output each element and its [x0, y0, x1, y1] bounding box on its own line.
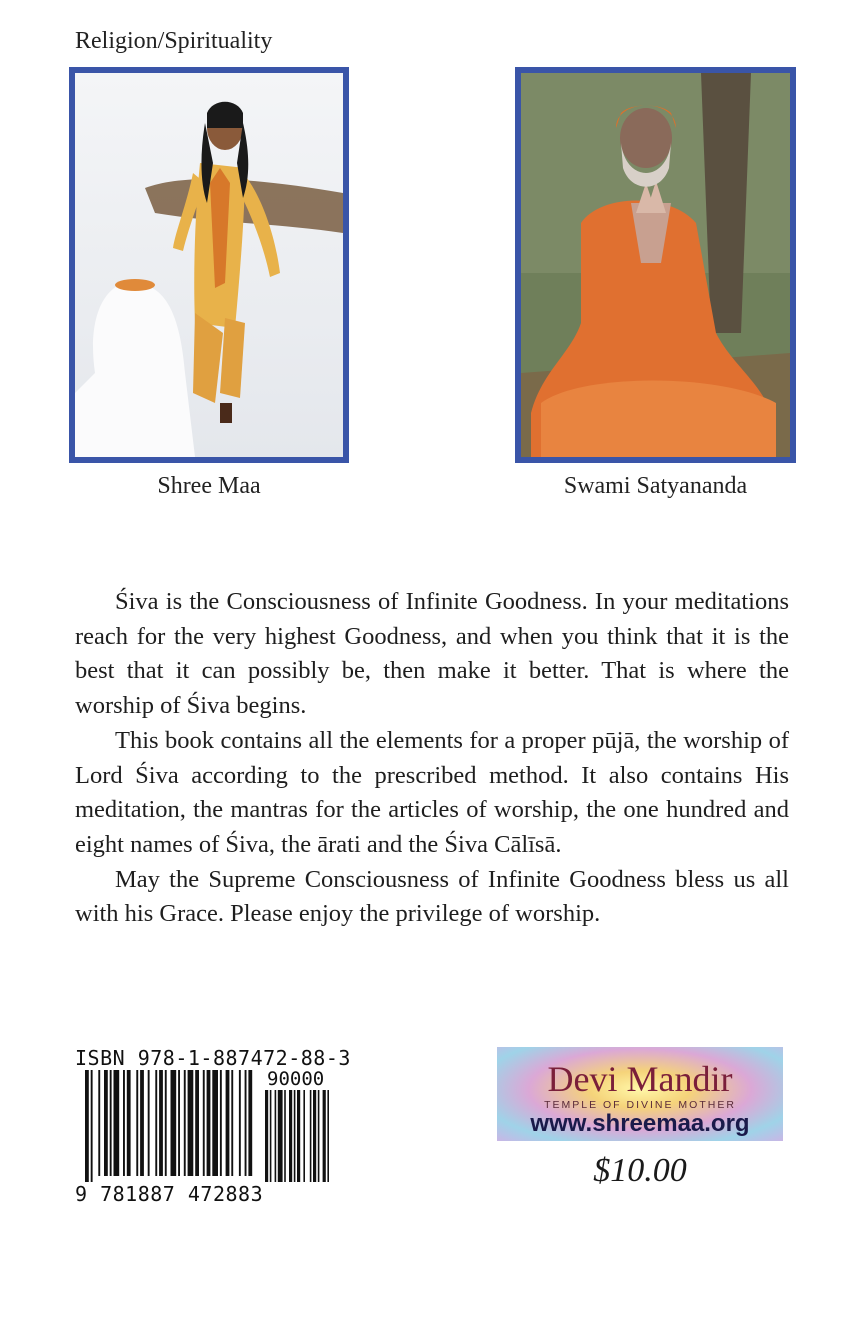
barcode-digits: 9 781887 472883 [75, 1182, 264, 1206]
photo-swami-satyananda [515, 67, 796, 463]
blurb-paragraph-3: May the Supreme Consciousness of Infinite Goodness bless us all with his Grace. Please enjoy the privilege of worship. [75, 865, 789, 928]
caption-swami-satyananda: Swami Satyananda [563, 473, 748, 499]
price-label: $10.00 [593, 1152, 687, 1189]
logo-title: Devi Mandir [547, 1059, 733, 1099]
barcode-addon-price: 90000 [267, 1068, 325, 1090]
isbn-barcode [75, 1046, 351, 1206]
blurb-paragraph-1: Śiva is the Consciousness of Infinite Goodness. In your meditations reach for the very highest Goodness, and when you think that it is the best that it can possibly be, then make it better. That is where the worship of Śiva begins. [75, 588, 789, 720]
publisher-logo [497, 1047, 783, 1141]
isbn-number: ISBN 978-1-887472-88-3 [75, 1046, 351, 1070]
logo-subtitle: TEMPLE OF DIVINE MOTHER [544, 1099, 736, 1111]
category-label: Religion/Spirituality [75, 28, 273, 54]
photo-shree-maa [69, 67, 349, 463]
barcode-bars [85, 1070, 347, 1182]
logo-url: www.shreemaa.org [530, 1110, 750, 1137]
back-cover-blurb [75, 585, 789, 932]
blurb-paragraph-2: This book contains all the elements for a proper pūjā, the worship of Lord Śiva according to the prescribed method. It also contains His meditation, the mantras for the articles of worship, the one hundred and eight names of Śiva, the ārati and the Śiva Cālīsā. [75, 726, 789, 858]
caption-shree-maa: Shree Maa [157, 473, 261, 499]
